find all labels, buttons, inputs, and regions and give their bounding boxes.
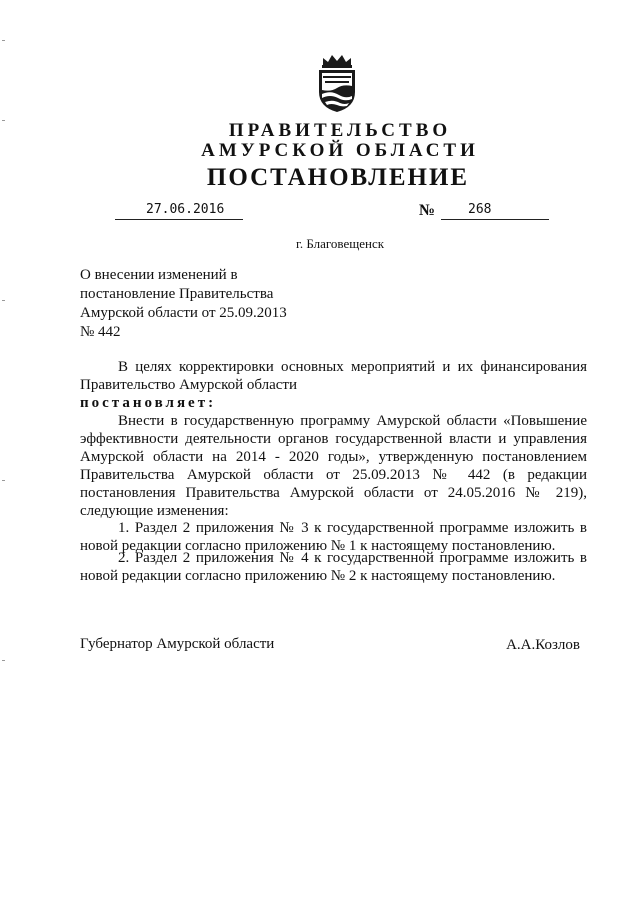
number-sign: № [419,202,436,219]
city: г. Благовещенск [295,236,385,251]
item-paragraph-2: 2. Раздел 2 приложения № 4 к государственной программе изложить в новой редакции согласно приложению № 2 к настоящему постановлению. [80,550,587,584]
document-type: ПОСТАНОВЛЕНИЕ [206,164,470,191]
coat-of-arms-icon [313,52,361,114]
signatory-name: А.А.Козлов [506,637,580,653]
signatory-title: Губернатор Амурской области [80,636,275,652]
scan-margin-mark [2,40,5,41]
scan-margin-mark [2,660,5,661]
subject-line: О внесении изменений в [80,267,238,283]
number-underline [441,219,549,220]
document-date: 27.06.2016 [146,202,225,217]
subject-line: Амурской области от 25.09.2013 [80,305,287,321]
scan-margin-mark [2,480,5,481]
org-name-line1: ПРАВИТЕЛЬСТВО [228,120,452,141]
date-underline [115,219,243,220]
preamble-paragraph: В целях корректировки основных мероприятий и их финансирования Правительство Амурской области [80,359,587,393]
document-number: 268 [468,202,492,217]
subject-line: постановление Правительства [80,286,274,302]
document-subject [80,266,287,342]
subject-line: № 442 [80,324,121,340]
item-paragraph-1: 1. Раздел 2 приложения № 3 к государственной программе изложить в новой редакции согласно приложению № 1 к настоящему постановлению. [80,520,587,554]
org-name-line2: АМУРСКОЙ ОБЛАСТИ [201,140,479,161]
decree-word: постановляет: [80,395,217,411]
main-paragraph: Внести в государственную программу Амурской области «Повышение эффективности деятельности органов государственной власти и управления Амурской области на 2014 - 2020 годы», утвержденную постановлением Правительства Амурской области от 25.09.2013 № 442 (в редакции постановления Правительства Амурской области от 24.05.2016 № 219), следующие изменения: [80,413,587,519]
scan-margin-mark [2,300,5,301]
